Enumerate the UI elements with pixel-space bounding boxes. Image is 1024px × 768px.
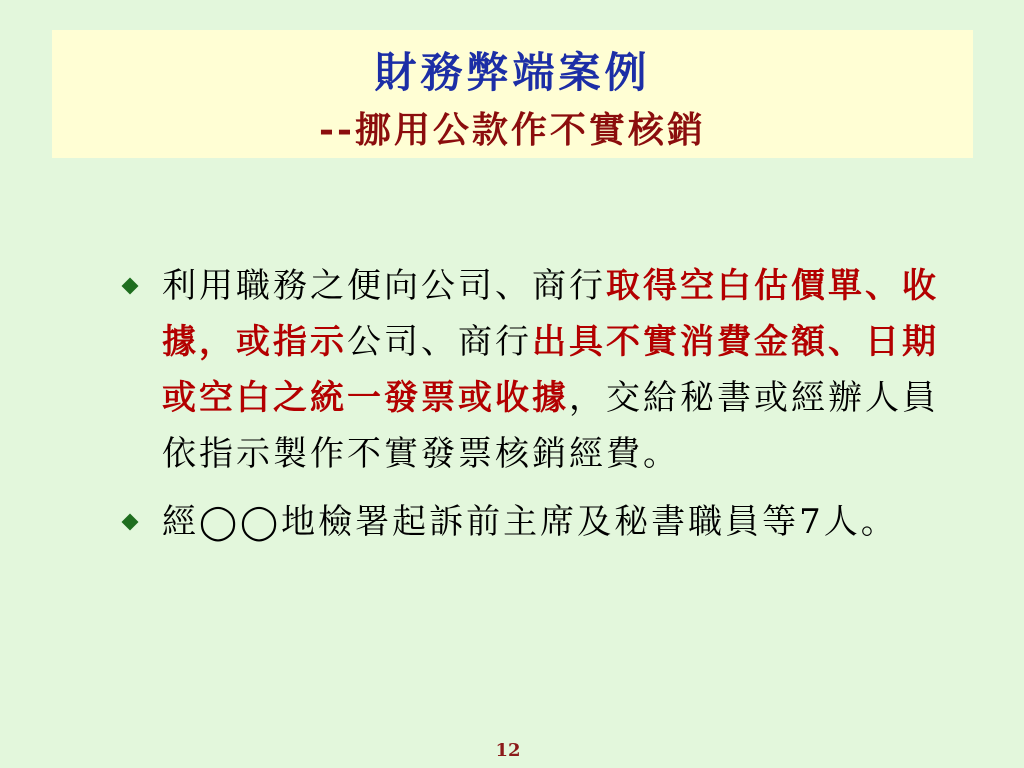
diamond-bullet-icon — [122, 514, 139, 531]
bullet-2-text: 經◯◯地檢署起訴前主席及秘書職員等7人。 — [162, 502, 898, 542]
slide-subtitle: --挪用公款作不實核銷 — [319, 109, 706, 151]
bullet-1-seg-2-highlight: 取得空白估價單、收據，或指示 — [162, 266, 939, 362]
bullet-list — [124, 258, 974, 550]
bullet-item-2 — [124, 494, 974, 550]
bullet-1-seg-1: 利用職務之便向公司、商行 — [162, 266, 606, 306]
slide-title: 財務弊端案例 — [374, 48, 651, 97]
bullet-1-text — [162, 266, 939, 474]
diamond-bullet-icon — [122, 278, 139, 295]
bullet-1-seg-4-highlight: 出具不實消費金額、日期或空白之統一發票或收據 — [162, 322, 939, 418]
bullet-1-seg-5: ，交給秘書或經辦人員依指示製作不實發票核銷經費。 — [162, 378, 939, 474]
page-number: 12 — [495, 740, 521, 761]
bullet-item-1 — [124, 258, 974, 482]
bullet-1-seg-3: 公司、商行 — [347, 322, 532, 362]
title-box — [52, 30, 973, 158]
